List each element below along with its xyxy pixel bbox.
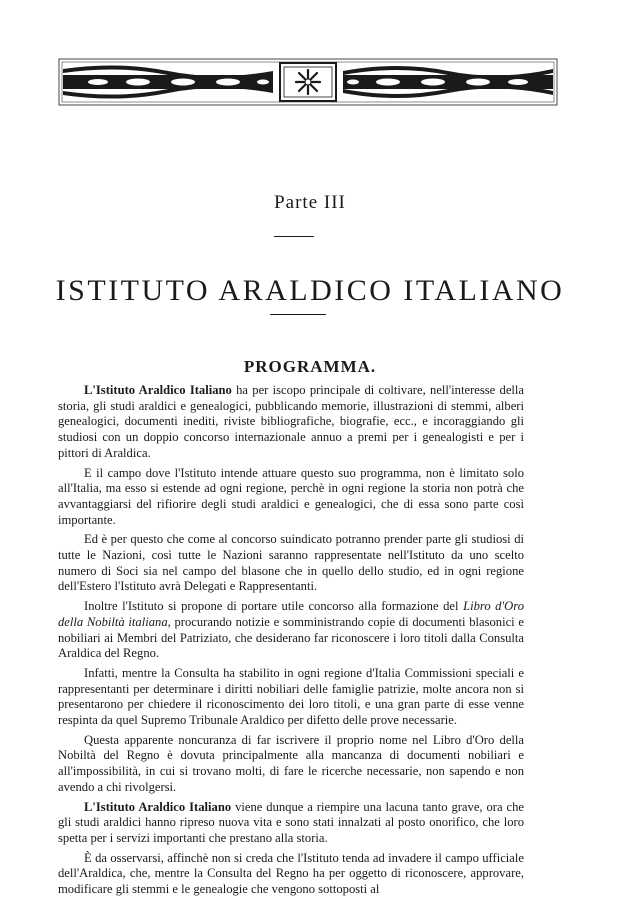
- title-divider: [270, 314, 326, 315]
- title-divider: [274, 236, 314, 237]
- body-text: [58, 383, 524, 902]
- paragraph: È da osservarsi, affinchè non si creda che l'Istituto tenda ad invadere il campo ufficiale dell'Araldica, che, mentre la Consulta del Regno ha per oggetto di riconoscere, approvare, modificare gli stemmi e le genealogie che vengono sottoposti al: [58, 850, 524, 897]
- paragraph-text: , procurando notizie e somministrando copie di documenti blasonici e nobiliari ai Membri del Patriziato, che desiderano far riconoscere i loro titoli dalla Consulta Araldica del Regno.: [58, 614, 525, 661]
- decorative-header-ornament: [58, 57, 558, 107]
- institute-name: L'Istituto Araldico Italiano: [84, 799, 232, 814]
- main-title: ISTITUTO ARALDICO ITALIANO: [55, 274, 565, 308]
- section-title: PROGRAMMA.: [243, 357, 377, 377]
- book-title: Libro d'Oro della Nobiltà italiana: [58, 599, 525, 629]
- paragraph-text: viene dunque a riempire una lacuna tanto grave, ora che gli studi araldici hanno ripreso nuova vita e sono stati innalzati al posto onorifico, che loro spetta per i servizi importanti che prestano alla storia.: [58, 799, 524, 845]
- paragraph: Questa apparente noncuranza di far iscrivere il proprio nome nel Libro d'Oro della Nobiltà del Regno è dovuta principalmente alla mancanza di documenti nobiliari e all'impossibilità, in cui si trovano molti, di fare le ricerche necessarie, non sapendo e non avendo a chi rivolgersi.: [58, 732, 524, 794]
- paragraph: [58, 599, 524, 662]
- paragraph: Infatti, mentre la Consulta ha stabilito in ogni regione d'Italia Commissioni speciali e rappresentanti per determinare i diritti nobiliari delle famiglie patrizie, molte ancora non si presentarono per chiedere il riconoscimento dei loro titoli, e una gran parte di esse venne respinta da quel Supremo Tribunale Araldico per difetto delle prove necessarie.: [58, 665, 524, 728]
- part-title: Parte III: [274, 192, 346, 213]
- institute-name: L'Istituto Araldico Italiano: [84, 383, 232, 397]
- paragraph: [58, 800, 524, 847]
- paragraph: [58, 383, 524, 462]
- paragraph-text: Inoltre l'Istituto si propone di portare utile concorso alla formazione del: [84, 599, 464, 614]
- paragraph: E il campo dove l'Istituto intende attuare questo suo programma, non è limitato solo all'Italia, ma esso si estende ad ogni regione, perchè in ogni regione la storia non potrà che avvantaggiarsi del rifiorire degli studi araldici e genealogici, che di essa sono parte così importante.: [58, 465, 524, 527]
- paragraph: Ed è per questo che come al concorso suindicato potranno prender parte gli studiosi di tutte le Nazioni, così tutte le Nazioni saranno rappresentate nell'Istituto da uno scelto numero di Soci sia nel campo del blasone che in quello dello studio, ed in ogni regione dell'Estero l'Istituto avrà Delegati e Rappresentanti.: [58, 532, 524, 594]
- paragraph-text: ha per iscopo principale di coltivare, nell'interesse della storia, gli studi araldici e genealogici, pubblicando memorie, illustrazioni di stemmi, alberi genealogici, documenti inediti, riviste bibliografiche, biografie, ecc., e incoraggiando gli studiosi con un doppio concorso internazionale annuo a premi per i genealogisti e per i pittori di Araldica.: [58, 383, 524, 460]
